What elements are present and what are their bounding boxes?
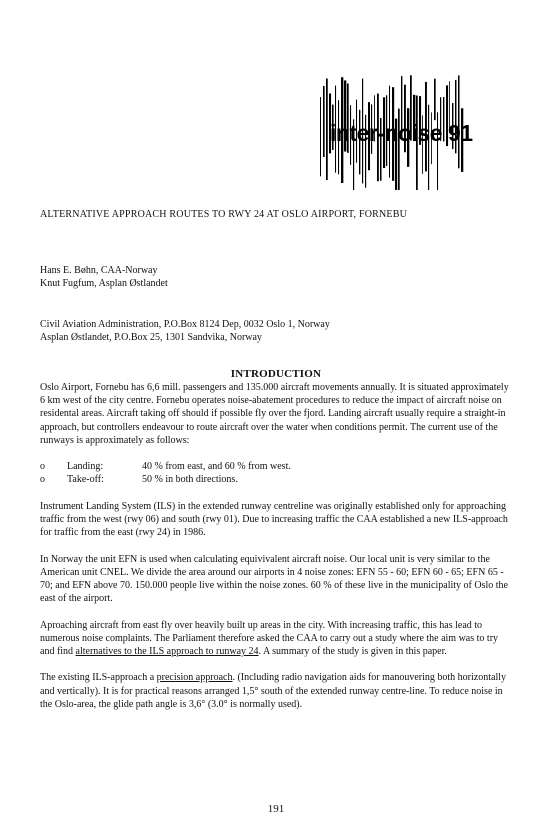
paragraph-ils: Instrument Landing System (ILS) in the extended runway centreline was originally established only for approaching traffic from the west (rwy 06) and south (rwy 01). Due to increasing traffic the CAA established a new ILS-approach for traffic from the east (rwy 24) in 1986. (40, 500, 508, 539)
paragraph-existing-approach (40, 671, 514, 711)
logo-wordmark: inter-noise 91 (330, 120, 473, 146)
paragraph-noise-units: In Norway the unit EFN is used when calculating equivivalent aircraft noise. Our local unit is very similar to the American unit CNEL. We divide the area around our airports in 4 noise zones: EFN 55 - 60; EFN 60 - 65; EFN 65 - 70; and EFN above 70. 150.000 people live within the noise zones. 60 % of these live in the municipality of Oslo the east of the airport. (40, 553, 508, 605)
usage-label: Landing: (67, 461, 104, 473)
affiliation-list (40, 318, 330, 344)
page-number: 191 (267, 803, 285, 815)
bullet: o (40, 461, 45, 473)
list-item (40, 460, 514, 473)
logo-bar (434, 79, 436, 120)
affiliation-line: Civil Aviation Administration, P.O.Box 8124 Dep, 0032 Oslo 1, Norway (40, 319, 330, 330)
logo-bar (326, 79, 328, 181)
text-run: Aproaching aircraft from east fly over heavily built up areas in the city. With increasing traffic, this has lead to numerous noise complaints. The Parliament therefore asked the CAA to carry out a study where the aim was to try and find (40, 619, 499, 657)
text-run: The existing ILS-approach a (40, 672, 157, 684)
affiliation-line: Asplan Østlandet, P.O.Box 25, 1301 Sandvika, Norway (40, 332, 262, 343)
section-heading: INTRODUCTION (230, 368, 322, 380)
underlined-text: alternatives to the ILS approach to runway 24 (75, 646, 259, 657)
logo-bar (428, 105, 429, 190)
usage-label: Take-off: (67, 474, 104, 486)
conference-logo (300, 70, 473, 190)
text-run: . A summary of the study is given in this paper. (258, 646, 447, 657)
author-line: Knut Fugfum, Asplan Østlandet (40, 278, 168, 289)
author-list (40, 264, 168, 290)
runway-usage-list (40, 460, 514, 486)
list-item (40, 473, 514, 486)
bullet: o (40, 474, 45, 486)
paragraph-study (40, 619, 514, 659)
underlined-text: precision approach (156, 672, 233, 684)
text-run: . (Including radio navigation aids for manouvering both horizontally and vertically). It is for practical reasons arranged 1,5° south of the extended runway centre-line. To reduce noise in the Oslo-area, the glide path angle is 3,6° (3.0° is normally used). (40, 672, 506, 710)
usage-value: 40 % from east, and 60 % from west. (142, 461, 291, 473)
author-line: Hans E. Bøhn, CAA-Norway (40, 265, 158, 276)
logo-bar (323, 86, 325, 157)
paragraph-intro: Oslo Airport, Fornebu has 6,6 mill. passengers and 135.000 aircraft movements annually. It is situated approximately 6 km west of the city centre. Fornebu operates noise-abatement procedures to reduce the impact of aircraft noise on residental areas. Aircraft taking off should if possible fly over the fjord. Landing aircraft usually require a straight-in approach, but controllers endeavour to route aircraft over the water when conditions permit. The current use of the runways is approximately as follows: (40, 382, 509, 446)
logo-bar (320, 97, 321, 176)
body-text (40, 381, 514, 724)
paper-title: ALTERNATIVE APPROACH ROUTES TO RWY 24 AT OSLO AIRPORT, FORNEBU (40, 209, 408, 220)
usage-value: 50 % in both directions. (142, 474, 238, 486)
